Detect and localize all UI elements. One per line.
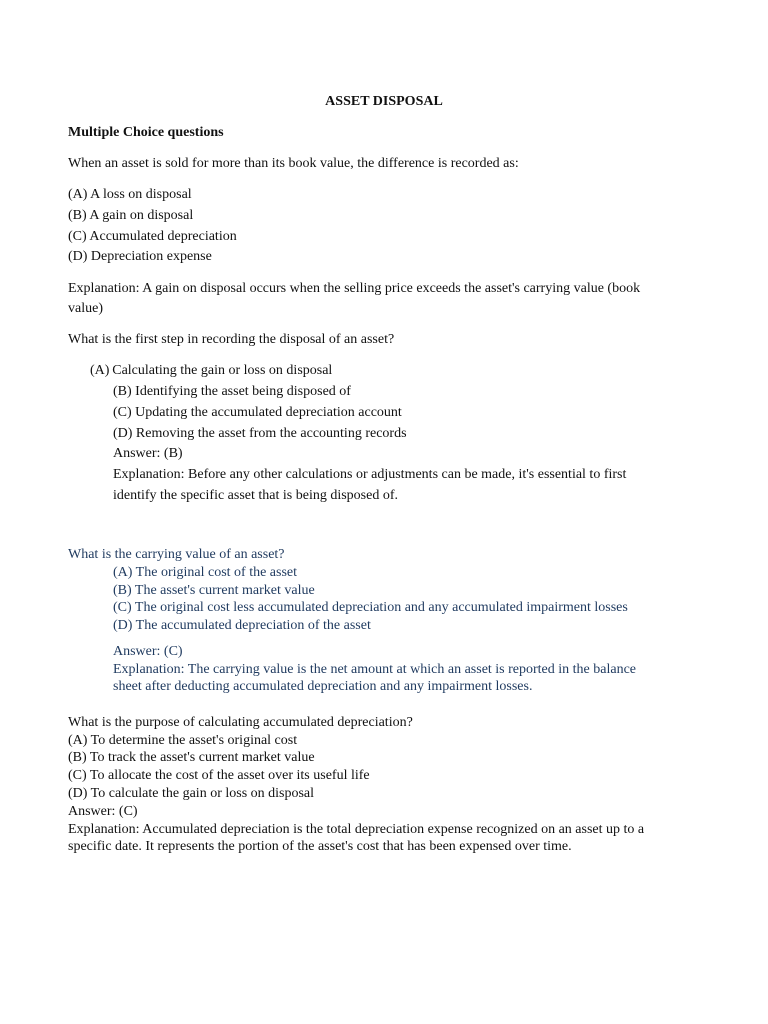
q2-option-b: (B) Identifying the asset being disposed of (113, 384, 351, 399)
q3-answer: Answer: (C) (113, 644, 183, 659)
q4-explanation-line1: Explanation: Accumulated depreciation is the total depreciation expense recognized on an asset up to a (68, 822, 645, 837)
q1-option-d: (D) Depreciation expense (68, 249, 212, 264)
q3-option-d: (D) The accumulated depreciation of the asset (113, 618, 371, 633)
q2-explanation-line1: Explanation: Before any other calculations or adjustments can be made, it's essential to first (113, 467, 627, 482)
q2-question: What is the first step in recording the disposal of an asset? (68, 332, 395, 347)
q1-option-c: (C) Accumulated depreciation (68, 229, 237, 244)
q3-question: What is the carrying value of an asset? (68, 547, 285, 562)
q4-option-b: (B) To track the asset's current market value (68, 750, 315, 765)
q4-option-a: (A) To determine the asset's original cost (68, 733, 298, 748)
q3-option-c: (C) The original cost less accumulated depreciation and any accumulated impairment losses (113, 600, 628, 615)
q3-explanation-line2: sheet after deducting accumulated depreciation and any impairment losses. (113, 679, 533, 694)
q1-option-a: (A) A loss on disposal (68, 187, 192, 202)
q4-option-c: (C) To allocate the cost of the asset over its useful life (68, 768, 370, 783)
q2-option-c: (C) Updating the accumulated depreciation account (113, 405, 402, 420)
section-heading: Multiple Choice questions (68, 125, 224, 140)
q2-option-a: (A) Calculating the gain or loss on disposal (90, 363, 333, 378)
q4-option-d: (D) To calculate the gain or loss on disposal (68, 786, 315, 801)
q1-explanation-line2: value) (68, 301, 103, 316)
q2-answer: Answer: (B) (113, 446, 183, 461)
q3-option-b: (B) The asset's current market value (113, 583, 315, 598)
q2-option-d: (D) Removing the asset from the accounting records (113, 426, 407, 441)
doc-title: ASSET DISPOSAL (325, 94, 443, 109)
q2-explanation-line2: identify the specific asset that is being disposed of. (113, 488, 398, 503)
q3-option-a: (A) The original cost of the asset (113, 565, 298, 580)
q4-answer: Answer: (C) (68, 804, 138, 819)
q4-question: What is the purpose of calculating accumulated depreciation? (68, 715, 413, 730)
q1-option-b: (B) A gain on disposal (68, 208, 194, 223)
q1-explanation-line1: Explanation: A gain on disposal occurs when the selling price exceeds the asset's carrying value (book (68, 281, 641, 296)
q1-question: When an asset is sold for more than its book value, the difference is recorded as: (68, 156, 519, 171)
q3-explanation-line1: Explanation: The carrying value is the net amount at which an asset is reported in the balance (113, 662, 637, 677)
q4-explanation-line2: specific date. It represents the portion of the asset's cost that has been expensed over time. (68, 839, 572, 854)
